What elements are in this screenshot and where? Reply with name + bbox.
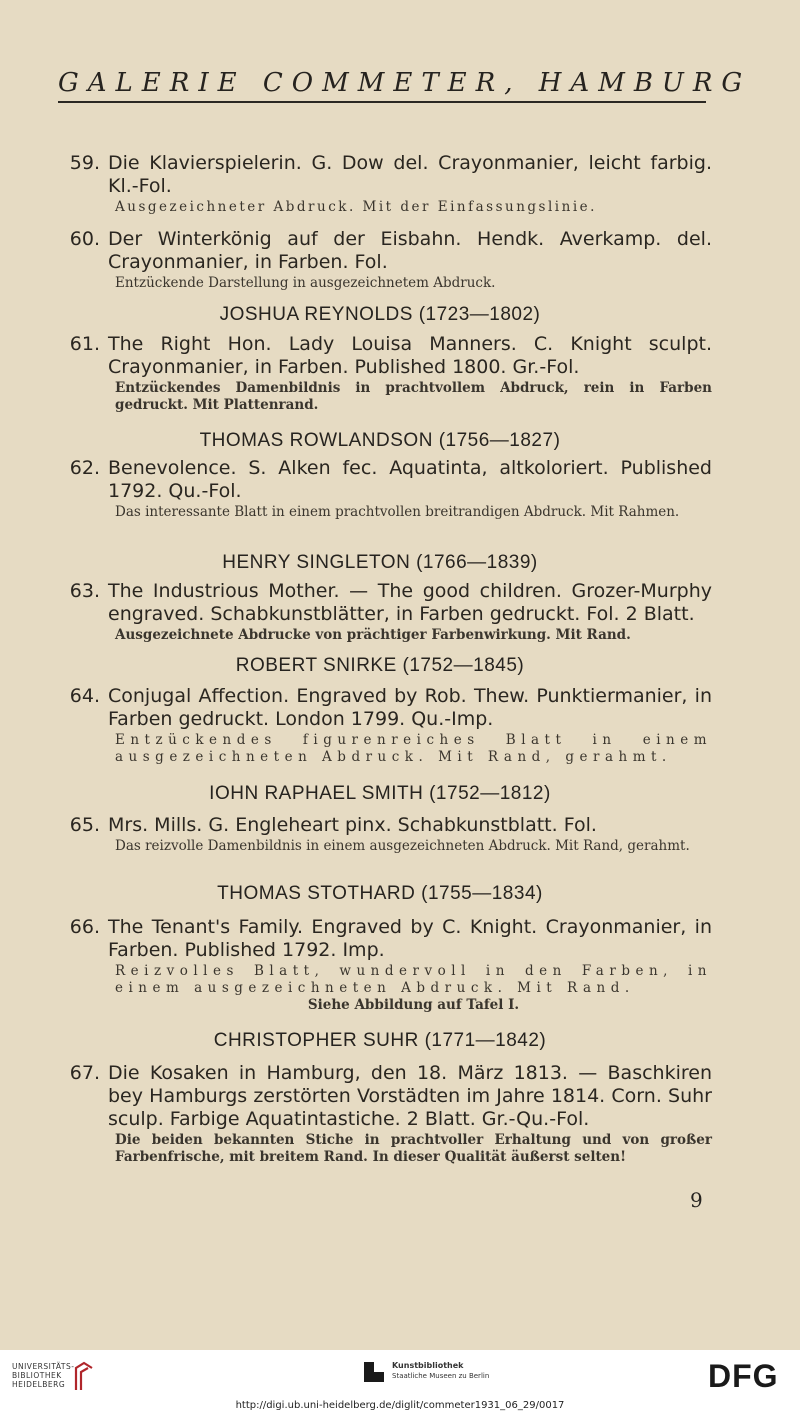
artist-heading-smith: IOHN RAPHAEL SMITH (1752—1812) [209, 783, 551, 804]
artist-heading-rowlandson: THOMAS ROWLANDSON (1756—1827) [199, 430, 561, 451]
library-name: UNIVERSITÄTS- BIBLIOTHEK HEIDELBERG [12, 1362, 75, 1389]
kunstbibliothek-logo-icon [364, 1362, 384, 1382]
entry-number: 64. [69, 685, 100, 707]
artist-heading-smirke: ROBERT SNIRKE (1752—1845) [235, 655, 525, 676]
entry-number: 65. [69, 814, 100, 836]
entry-description: Reizvolles Blatt, wundervoll in den Farben, in einem ausgezeichneten Abdruck. Mit Rand. [115, 963, 712, 996]
kunstbibliothek-label [392, 1361, 489, 1381]
entry-title: The Right Hon. Lady Louisa Manners. C. Knight sculpt. Crayonmanier, in Farben. Published 1800. Gr.-Fol. [108, 333, 712, 378]
entry-description: Das reizvolle Damenbildnis in einem ausgezeichneten Abdruck. Mit Rand, gerahmt. [115, 838, 690, 854]
catalog-entry-65 [60, 814, 712, 855]
kunstbibliothek-subtitle: Staatliche Museen zu Berlin [392, 1372, 490, 1380]
entry-number: 62. [69, 457, 100, 479]
entry-number: 63. [69, 580, 100, 602]
entry-title: Die Klavierspielerin. G. Dow del. Crayonmanier, leicht farbig. Kl.-Fol. [108, 152, 712, 197]
dfg-logo: DFG [708, 1358, 779, 1394]
entry-title: Mrs. Mills. G. Engleheart pinx. Schabkunstblatt. Fol. [108, 814, 597, 836]
entry-number: 61. [69, 333, 100, 355]
entry-description: Ausgezeichnete Abdrucke von prächtiger Farbenwirkung. Mit Rand. [115, 627, 631, 643]
entry-number: 59. [69, 152, 100, 174]
page-number: 9 [690, 1188, 703, 1212]
catalog-entry-63 [60, 580, 712, 644]
entry-description: Entzückende Darstellung in ausgezeichnetem Abdruck. [115, 275, 496, 291]
catalog-entry-61 [60, 333, 712, 414]
entry-title: Die Kosaken in Hamburg, den 18. März 1813. — Baschkiren bey Hamburgs zerstörten Vorstädten im Jahre 1814. Corn. Suhr sculp. Farbige Aquatintastiche. 2 Blatt. Gr.-Qu.-Fol. [108, 1062, 712, 1130]
entry-description: Die beiden bekannten Stiche in prachtvoller Erhaltung und von großer Farbenfrische, mit breitem Rand. In dieser Qualität äußerst selten! [115, 1132, 712, 1165]
header-rule [58, 101, 706, 103]
catalog-entry-60 [60, 228, 712, 292]
entry-description: Entzückendes Damenbildnis in prachtvollem Abdruck, rein in Farben gedruckt. Mit Plattenrand. [115, 380, 712, 413]
page-header-title: GALERIE COMMETER, HAMBURG [58, 68, 752, 98]
catalog-entry-67 [60, 1062, 712, 1166]
entry-title: Conjugal Affection. Engraved by Rob. Thew. Punktiermanier, in Farben gedruckt. London 1799. Qu.-Imp. [108, 685, 712, 730]
source-url[interactable]: http://digi.ub.uni-heidelberg.de/diglit/commeter1931_06_29/0017 [235, 1400, 565, 1411]
entry-title: Benevolence. S. Alken fec. Aquatinta, altkoloriert. Published 1792. Qu.-Fol. [108, 457, 712, 502]
entry-number: 67. [69, 1062, 100, 1084]
entry-title: The Industrious Mother. — The good children. Grozer-Murphy engraved. Schabkunstblätter, in Farben gedruckt. Fol. 2 Blatt. [108, 580, 712, 625]
digitization-footer [0, 1350, 800, 1413]
entry-title: The Tenant's Family. Engraved by C. Knight. Crayonmanier, in Farben. Published 1792. Imp. [108, 916, 712, 961]
entry-description: Entzückendes figurenreiches Blatt in einem ausgezeichneten Abdruck. Mit Rand, gerahmt. [115, 732, 712, 765]
entry-note: Siehe Abbildung auf Tafel I. [307, 997, 520, 1013]
kunstbibliothek-title: Kunstbibliothek [392, 1361, 464, 1370]
entry-description: Das interessante Blatt in einem prachtvollen breitrandigen Abdruck. Mit Rahmen. [115, 504, 680, 520]
entry-description: Ausgezeichneter Abdruck. Mit der Einfassungslinie. [115, 199, 597, 215]
artist-heading-suhr: CHRISTOPHER SUHR (1771—1842) [213, 1030, 547, 1051]
artist-heading-singleton: HENRY SINGLETON (1766—1839) [222, 552, 538, 573]
university-library-logo-icon [72, 1360, 96, 1394]
artist-heading-reynolds: JOSHUA REYNOLDS (1723—1802) [219, 304, 541, 325]
artist-heading-stothard: THOMAS STOTHARD (1755—1834) [217, 883, 543, 904]
catalog-entry-66 [60, 916, 712, 1014]
entry-number: 66. [69, 916, 100, 938]
catalog-entry-59 [60, 152, 712, 216]
entry-title: Der Winterkönig auf der Eisbahn. Hendk. Averkamp. del. Crayonmanier, in Farben. Fol. [108, 228, 712, 273]
catalog-entry-64 [60, 685, 712, 766]
catalog-entry-62 [60, 457, 712, 521]
entry-number: 60. [69, 228, 100, 250]
